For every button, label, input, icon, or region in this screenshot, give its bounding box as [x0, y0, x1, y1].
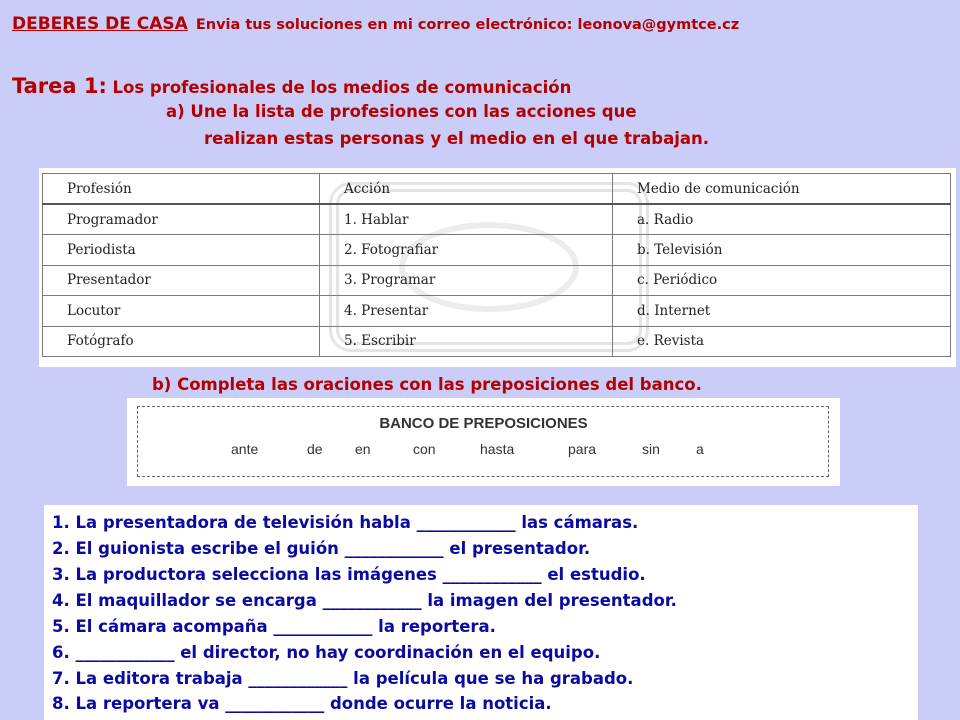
table-cell: Periodista	[43, 235, 320, 266]
part-b-instruction: b) Completa las oraciones con las preposiciones del banco.	[152, 375, 702, 394]
bank-word: en	[355, 441, 371, 457]
header-cell: Acción	[320, 174, 613, 205]
table-cell: 3. Programar	[320, 265, 613, 296]
task-heading	[12, 74, 571, 98]
bank-word: hasta	[480, 441, 515, 457]
table-row	[43, 204, 951, 235]
task-subtitle: Los profesionales de los medios de comunicación	[112, 78, 572, 97]
table-cell: 4. Presentar	[320, 296, 613, 327]
sentence-5: 5. El cámara acompaña ____________ la reportera.	[52, 617, 496, 636]
table-cell: 5. Escribir	[320, 326, 613, 357]
bank-word: de	[307, 441, 323, 457]
bank-word: ante	[231, 441, 259, 457]
sentence-2: 2. El guionista escribe el guión ____________ el presentador.	[52, 539, 591, 558]
sentence-8: 8. La reportera va ____________ donde ocurre la noticia.	[52, 694, 552, 713]
table-cell: c. Periódico	[613, 265, 951, 296]
table-row	[43, 296, 951, 327]
table-cell: Fotógrafo	[43, 326, 320, 357]
header-cell: Profesión	[43, 174, 320, 205]
profession-table	[42, 173, 951, 357]
profession-table-panel	[39, 168, 956, 367]
homework-header	[12, 14, 952, 34]
part-a-instruction-line2: realizan estas personas y el medio en el que trabajan.	[204, 129, 710, 148]
table-row	[43, 326, 951, 357]
table-cell: Programador	[43, 204, 320, 235]
table-cell: a. Radio	[613, 204, 951, 235]
bank-word: con	[413, 441, 436, 457]
task-label: Tarea 1:	[12, 74, 107, 98]
table-row	[43, 235, 951, 266]
bank-words	[231, 441, 704, 457]
preposition-bank	[127, 398, 840, 486]
table-cell: b. Televisión	[613, 235, 951, 266]
table-header-row	[43, 174, 951, 205]
table-row	[43, 265, 951, 296]
part-a-instruction-line1: a) Une la lista de profesiones con las acciones que	[166, 102, 637, 121]
bank-word: para	[568, 441, 597, 457]
header-cell: Medio de comunicación	[613, 174, 951, 205]
sentence-4: 4. El maquillador se encarga ____________ la imagen del presentador.	[52, 591, 677, 610]
bank-word: sin	[642, 441, 660, 457]
homework-title: DEBERES DE CASA	[12, 14, 188, 34]
table-cell: Presentador	[43, 265, 320, 296]
bank-title: BANCO DE PREPOSICIONES	[379, 415, 588, 432]
sentences-panel	[44, 505, 918, 720]
table-cell: 1. Hablar	[320, 204, 613, 235]
homework-instruction: Envia tus soluciones en mi correo electrónico: leonova@gymtce.cz	[195, 17, 740, 33]
table-cell: d. Internet	[613, 296, 951, 327]
sentence-6: 6. ____________ el director, no hay coordinación en el equipo.	[52, 643, 601, 662]
sentence-7: 7. La editora trabaja ____________ la película que se ha grabado.	[52, 669, 634, 688]
table-cell: e. Revista	[613, 326, 951, 357]
bank-word: a	[696, 441, 704, 457]
table-cell: Locutor	[43, 296, 320, 327]
sentence-1: 1. La presentadora de televisión habla ____________ las cámaras.	[52, 513, 639, 532]
sentence-3: 3. La productora selecciona las imágenes ____________ el estudio.	[52, 565, 646, 584]
table-cell: 2. Fotografiar	[320, 235, 613, 266]
